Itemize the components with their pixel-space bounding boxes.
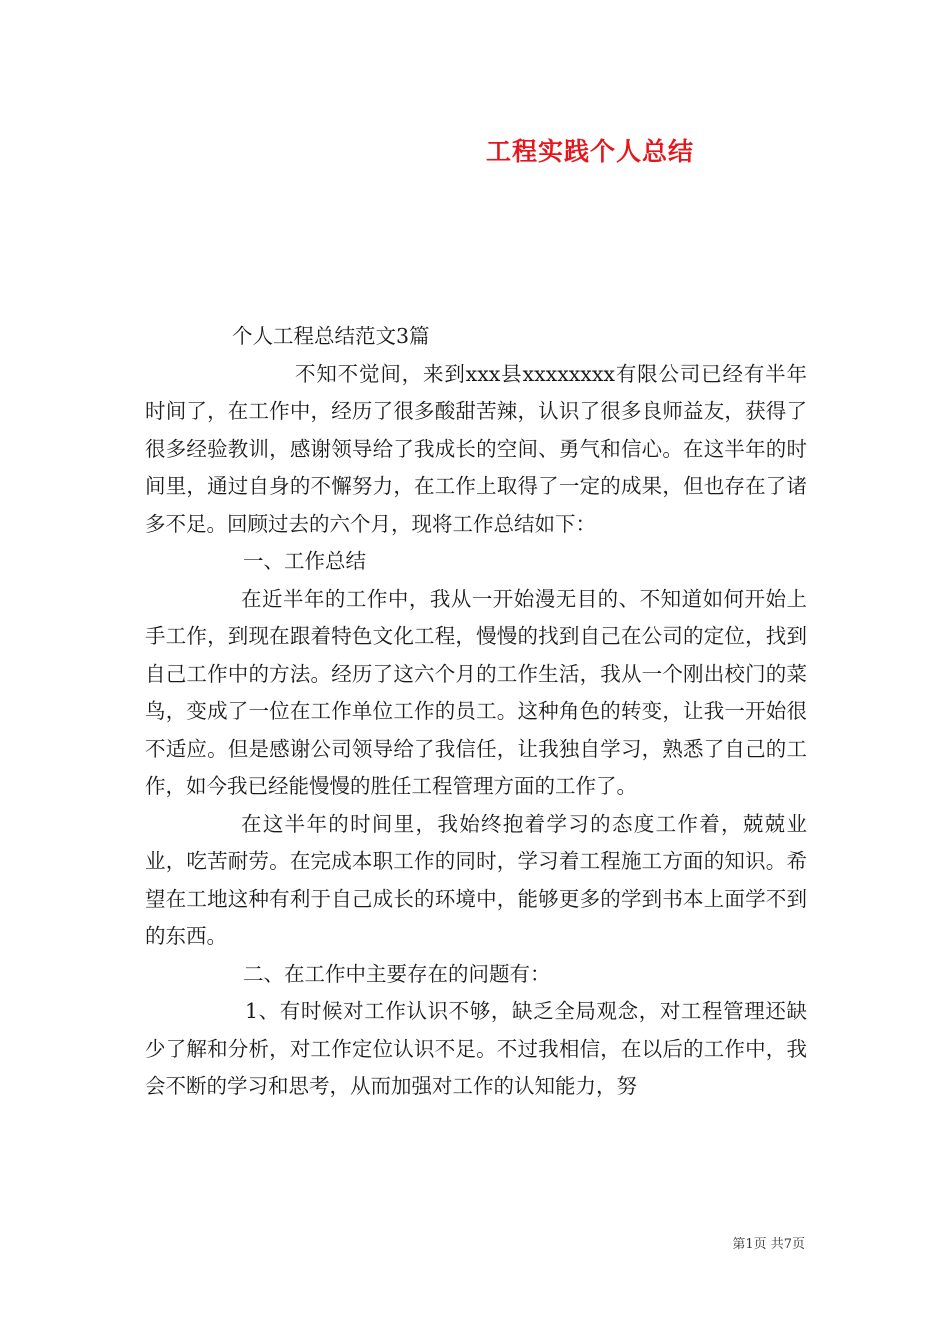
section1-paragraph1: 在近半年的工作中，我从一开始漫无目的、不知道如何开始上手工作，到现在跟着特色文化工程，慢慢的找到自己在公司的定位，找到自己工作中的方法。经历了这六个月的工作生活，我从一个刚出校门的菜鸟，变成了一位在工作单位工作的员工。这种角色的转变，让我一开始很不适应。但是感谢公司领导给了我信任，让我独自学习，熟悉了自己的工作，如今我已经能慢慢的胜任工程管理方面的工作了。 — [145, 586, 807, 798]
document-title: 工程实践个人总结 — [485, 137, 694, 166]
document-body — [145, 318, 807, 1106]
section2-item1: 1、有时候对工作认识不够，缺乏全局观念，对工程管理还缺少了解和分析，对工作定位认识不足。不过我相信，在以后的工作中，我会不断的学习和思考，从而加强对工作的认知能力，努 — [145, 999, 807, 1098]
intro-paragraph: 不知不觉间，来到xxx县xxxxxxxx有限公司已经有半年时间了，在工作中，经历了很多酸甜苦辣，认识了很多良师益友，获得了很多经验教训，感谢领导给了我成长的空间、勇气和信心。在这半年的时间里，通过自身的不懈努力，在工作上取得了一定的成果，但也存在了诸多不足。回顾过去的六个月，现将工作总结如下： — [145, 361, 807, 536]
document-subtitle: 个人工程总结范文3篇 — [232, 324, 430, 348]
section2-heading: 二、在工作中主要存在的问题有： — [243, 961, 551, 986]
section1-paragraph2: 在这半年的时间里，我始终抱着学习的态度工作着，兢兢业业，吃苦耐劳。在完成本职工作的同时，学习着工程施工方面的知识。希望在工地这种有利于自己成长的环境中，能够更多的学到书本上面学不到的东西。 — [145, 811, 807, 948]
page-number-footer: 第1页 共7页 — [732, 1237, 805, 1252]
section1-heading: 一、工作总结 — [243, 549, 366, 573]
